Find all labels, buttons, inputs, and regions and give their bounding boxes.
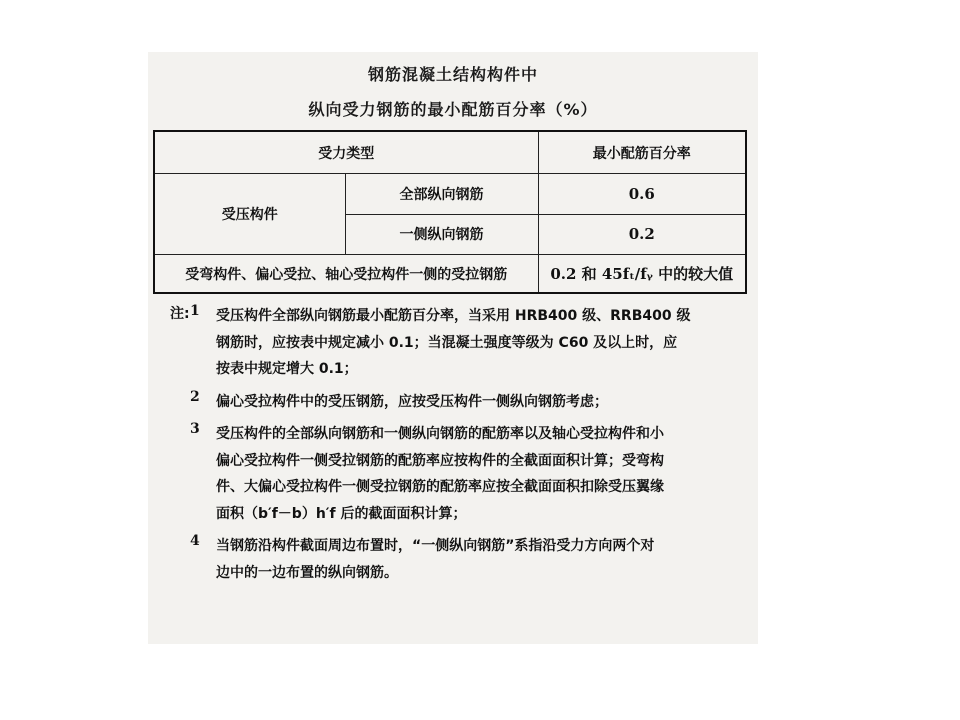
note-line: 按表中规定增大 0.1； [216, 361, 358, 377]
notes-lead: 注: [170, 306, 190, 322]
compression-member-label: 受压构件 [154, 174, 345, 255]
one-side-bars-value: 0.2 [538, 214, 746, 255]
table-row [154, 255, 746, 293]
tension-bars-value: 0.2 和 45fₜ/fᵧ 中的较大值 [538, 255, 746, 293]
note-item [170, 533, 750, 586]
note-line: 件、大偏心受拉构件一侧受拉钢筋的配筋率应按全截面面积扣除受压翼缘 [216, 479, 664, 495]
note-line: 边中的一边布置的纵向钢筋。 [216, 564, 398, 581]
note-line: 面积（b′f－b）h′f 后的截面面积计算； [216, 505, 467, 522]
note-line: 钢筋时，应按表中规定减小 0.1；当混凝土强度等级为 C60 及以上时，应 [216, 334, 678, 351]
table-header-row [154, 131, 746, 174]
note-line: 受压构件的全部纵向钢筋和一侧纵向钢筋的配筋率以及轴心受拉构件和小 [216, 426, 664, 442]
note-line: 受压构件全部纵向钢筋最小配筋百分率，当采用 HRB400 级、RRB400 级 [216, 308, 691, 324]
header-force-type: 受力类型 [154, 131, 538, 174]
table-notes [170, 303, 750, 586]
note-line: 偏心受拉构件一侧受拉钢筋的配筋率应按构件的全截面面积计算；受弯构 [216, 452, 664, 469]
one-side-bars-label: 一侧纵向钢筋 [345, 214, 538, 255]
note-item [170, 421, 750, 527]
note-number: 4 [190, 533, 200, 549]
table-title-line2: 纵向受力钢筋的最小配筋百分率（%） [308, 100, 598, 119]
table-row [154, 174, 746, 215]
all-longitudinal-bars-label: 全部纵向钢筋 [345, 174, 538, 215]
note-item [170, 389, 750, 416]
all-longitudinal-bars-value: 0.6 [538, 174, 746, 215]
note-line: 偏心受拉构件中的受压钢筋，应按受压构件一侧纵向钢筋考虑； [216, 393, 608, 410]
table-title-line1: 钢筋混凝土结构构件中 [367, 65, 538, 84]
note-item [170, 303, 750, 383]
note-line: 当钢筋沿构件截面周边布置时，“一侧纵向钢筋”系指沿受力方向两个对 [216, 538, 655, 554]
min-reinforcement-table [153, 130, 747, 294]
tension-bars-label: 受弯构件、偏心受拉、轴心受拉构件一侧的受拉钢筋 [154, 255, 538, 293]
header-min-rate: 最小配筋百分率 [538, 131, 746, 174]
note-number: 2 [190, 388, 200, 405]
note-number: 1 [190, 303, 200, 319]
note-number: 3 [190, 421, 200, 437]
